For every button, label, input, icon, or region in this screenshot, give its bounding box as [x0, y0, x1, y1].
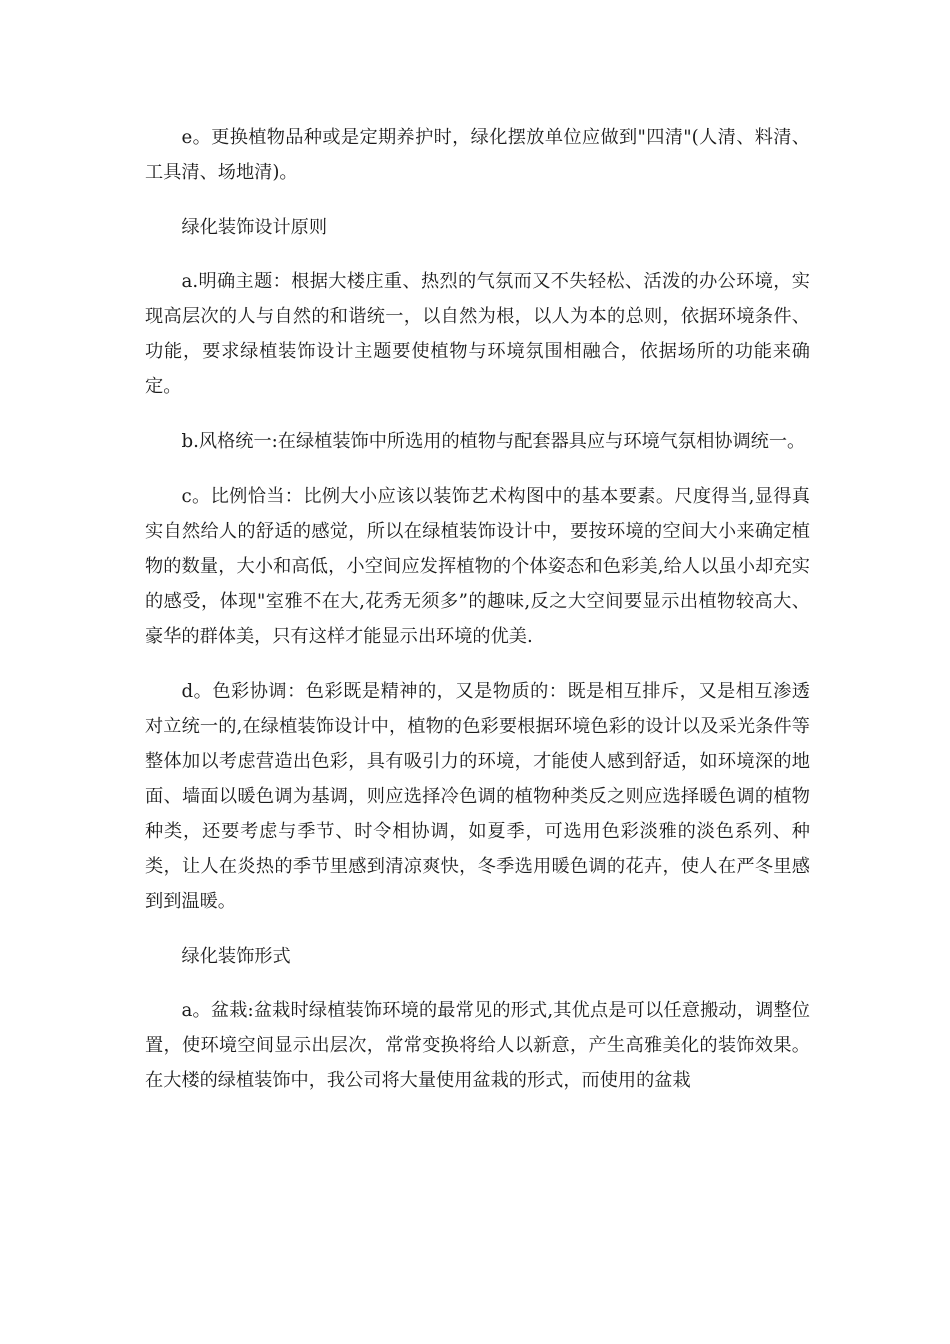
heading-decoration-forms: 绿化装饰形式 — [181, 946, 291, 967]
paragraph-unified-style: b.风格统一:在绿植装饰中所选用的植物与配套器具应与环境气氛相协调统一。 — [181, 431, 806, 452]
heading-design-principles: 绿化装饰设计原则 — [181, 217, 328, 238]
paragraph-proportion: c。比例恰当：比例大小应该以装饰艺术构图中的基本要素。尺度得当,显得真实自然给人的舒适的感觉，所以在绿植装饰设计中，要按环境的空间大小来确定植物的数量，大小和高低，小空间应发挥植物的个体姿态和色彩美,给人以虽小却充实的感受，体现"室雅不在大,花秀无须多”的趣味,反之大空间要显示出植物较高大、豪华的群体美，只有这样才能显示出环境的优美. — [145, 486, 810, 647]
paragraph-color-harmony: d。色彩协调：色彩既是精神的，又是物质的：既是相互排斥，又是相互渗透对立统一的,在绿植装饰设计中，植物的色彩要根据环境色彩的设计以及采光条件等整体加以考虑营造出色彩，具有吸引力的环境，才能使人感到舒适，如环境深的地面、墙面以暖色调为基调，则应选择冷色调的植物种类反之则应选择暖色调的植物种类，还要考虑与季节、时令相协调，如夏季，可选用色彩淡雅的淡色系列、种类，让人在炎热的季节里感到清凉爽快，冬季选用暖色调的花卉，使人在严冬里感到到温暖。 — [145, 681, 810, 912]
paragraph-clear-theme: a.明确主题：根据大楼庄重、热烈的气氛而又不失轻松、活泼的办公环境，实现高层次的人与自然的和谐统一，以自然为根，以人为本的总则，依据环境条件、功能，要求绿植装饰设计主题要使植物与环境氛围相融合，依据场所的功能来确定。 — [145, 271, 810, 397]
paragraph-potted-plants: a。盆栽:盆栽时绿植装饰环境的最常见的形式,其优点是可以任意搬动，调整位置，使环境空间显示出层次，常常变换将给人以新意，产生高雅美化的装饰效果。在大楼的绿植装饰中，我公司将大量使用盆栽的形式，而使用的盆栽 — [145, 1000, 810, 1091]
document-page — [145, 120, 810, 1118]
paragraph-four-cleans: e。更换植物品种或是定期养护时，绿化摆放单位应做到"四清"(人清、料清、工具清、场地清)。 — [145, 127, 810, 183]
